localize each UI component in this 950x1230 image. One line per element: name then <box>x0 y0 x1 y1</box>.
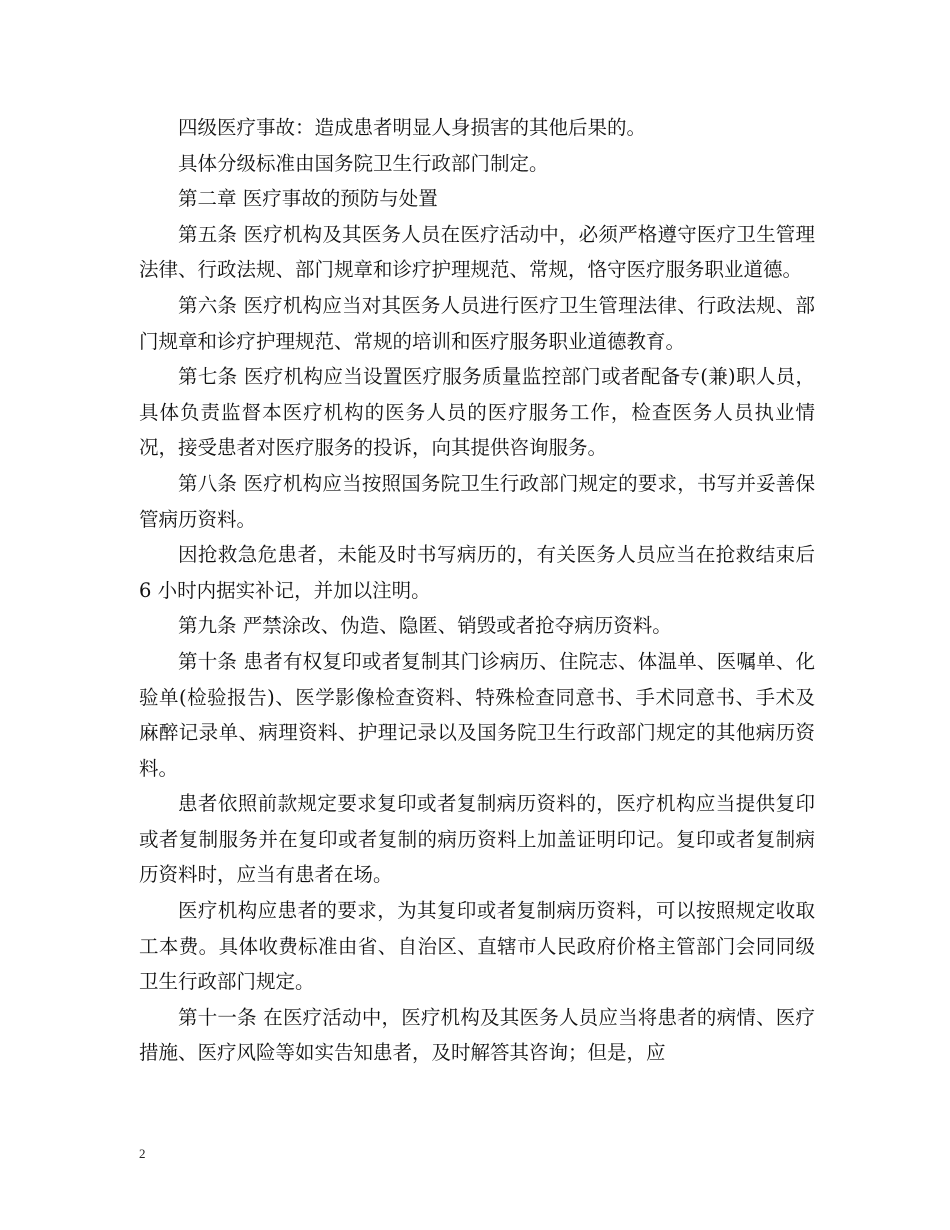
paragraph-article-6: 第六条 医疗机构应当对其医务人员进行医疗卫生管理法律、行政法规、部门规章和诊疗护理规范、常规的培训和医疗服务职业道德教育。 <box>139 293 815 353</box>
page-number: 2 <box>139 1146 146 1161</box>
paragraph-grading-standard: 具体分级标准由国务院卫生行政部门制定。 <box>178 151 549 175</box>
paragraph-article-10: 第十条 患者有权复印或者复制其门诊病历、住院志、体温单、医嘱单、化验单(检验报告)、医学影像检查资料、特殊检查同意书、手术同意书、手术及麻醉记录单、病理资料、护理记录以及国务院卫生行政部门规定的其他病历资料。 <box>139 649 815 780</box>
paragraph-article-5: 第五条 医疗机构及其医务人员在医疗活动中，必须严格遵守医疗卫生管理法律、行政法规、部门规章和诊疗护理规范、常规，恪守医疗服务职业道德。 <box>139 222 815 282</box>
paragraph-article-8: 第八条 医疗机构应当按照国务院卫生行政部门规定的要求，书写并妥善保管病历资料。 <box>139 471 815 531</box>
paragraph-article-10-copy-service: 患者依照前款规定要求复印或者复制病历资料的，医疗机构应当提供复印或者复制服务并在复印或者复制的病历资料上加盖证明印记。复印或者复制病历资料时，应当有患者在场。 <box>139 792 815 887</box>
paragraph-article-9: 第九条 严禁涂改、伪造、隐匿、销毁或者抢夺病历资料。 <box>178 614 672 638</box>
paragraph-article-10-fees: 医疗机构应患者的要求，为其复印或者复制病历资料，可以按照规定收取工本费。具体收费标准由省、自治区、直辖市人民政府价格主管部门会同同级卫生行政部门规定。 <box>139 899 815 994</box>
chapter-heading: 第二章 医疗事故的预防与处置 <box>178 187 438 211</box>
paragraph-level-four-accident: 四级医疗事故：造成患者明显人身损害的其他后果的。 <box>178 116 647 139</box>
paragraph-article-8-emergency: 因抢救急危患者，未能及时书写病历的，有关医务人员应当在抢救结束后 6 小时内据实补记，并加以注明。 <box>139 543 815 602</box>
paragraph-article-7: 第七条 医疗机构应当设置医疗服务质量监控部门或者配备专(兼)职人员，具体负责监督本医疗机构的医务人员的医疗服务工作，检查医务人员执业情况，接受患者对医疗服务的投诉，向其提供咨询服务。 <box>139 365 815 460</box>
paragraph-article-11: 第十一条 在医疗活动中，医疗机构及其医务人员应当将患者的病情、医疗措施、医疗风险等如实告知患者，及时解答其咨询；但是，应 <box>139 1005 815 1065</box>
document-body <box>139 110 815 1071</box>
